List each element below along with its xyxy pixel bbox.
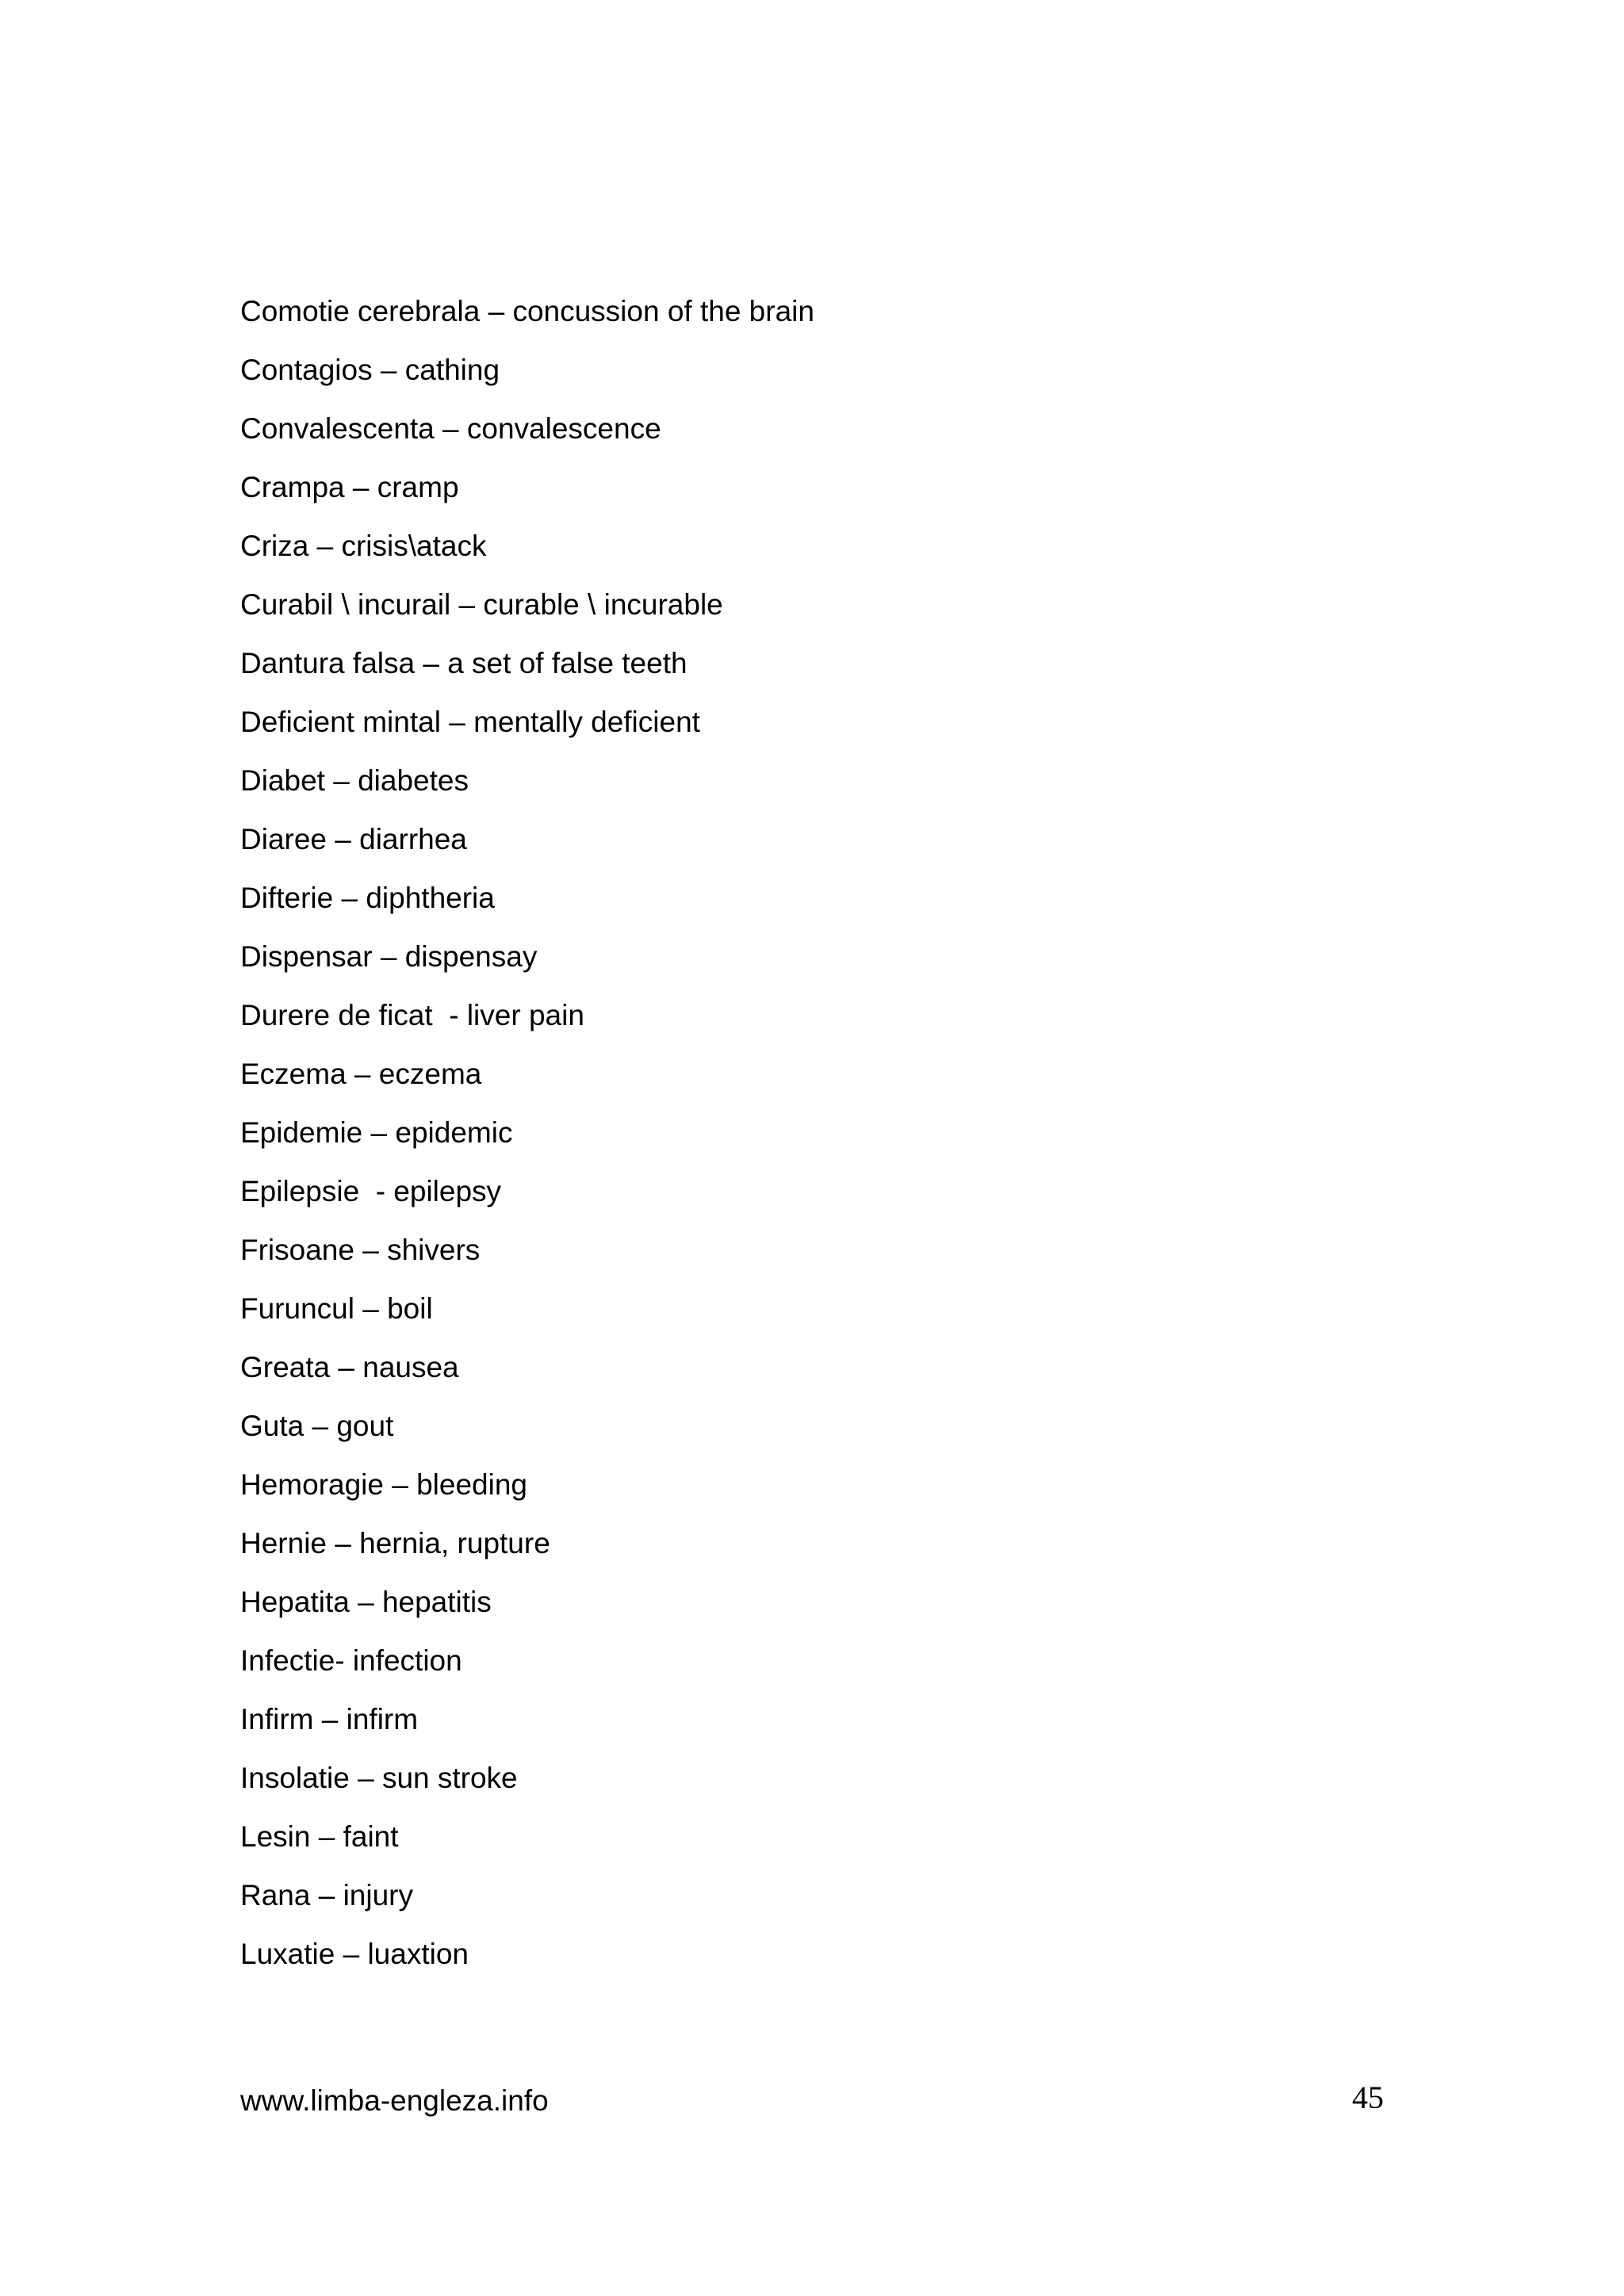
vocabulary-entry: Convalescenta – convalescence — [240, 412, 661, 445]
vocabulary-entry: Rana – injury — [240, 1879, 414, 1911]
vocabulary-entry: Epidemie – epidemic — [240, 1116, 513, 1149]
vocabulary-entry: Crampa – cramp — [240, 471, 459, 503]
vocabulary-entry: Eczema – eczema — [240, 1058, 482, 1090]
vocabulary-entry: Infectie- infection — [240, 1644, 462, 1677]
vocabulary-entry: Dispensar – dispensay — [240, 940, 538, 973]
page-number: 45 — [1352, 2080, 1384, 2115]
vocabulary-entry: Comotie cerebrala – concussion of the brain — [240, 295, 814, 327]
vocabulary-list — [240, 289, 1430, 1991]
vocabulary-entry: Hepatita – hepatitis — [240, 1586, 492, 1618]
vocabulary-entry: Contagios – cathing — [240, 354, 500, 386]
vocabulary-entry: Deficient mintal – mentally deficient — [240, 706, 700, 738]
vocabulary-entry: Diaree – diarrhea — [240, 823, 467, 855]
vocabulary-entry: Difterie – diphtheria — [240, 882, 495, 914]
vocabulary-entry: Lesin – faint — [240, 1820, 399, 1853]
vocabulary-entry: Guta – gout — [240, 1410, 394, 1442]
vocabulary-entry: Luxatie – luaxtion — [240, 1938, 469, 1970]
vocabulary-entry: Frisoane – shivers — [240, 1234, 481, 1266]
vocabulary-entry: Greata – nausea — [240, 1351, 459, 1383]
vocabulary-entry: Hemoragie – bleeding — [240, 1468, 528, 1501]
vocabulary-entry: Insolatie – sun stroke — [240, 1762, 518, 1794]
vocabulary-entry: Infirm – infirm — [240, 1703, 419, 1735]
vocabulary-entry: Durere de ficat - liver pain — [240, 999, 584, 1031]
vocabulary-entry: Furuncul – boil — [240, 1292, 433, 1325]
vocabulary-entry: Curabil \ incurail – curable \ incurable — [240, 588, 723, 621]
vocabulary-entry: Epilepsie - epilepsy — [240, 1175, 502, 1207]
vocabulary-entry: Criza – crisis\atack — [240, 530, 487, 562]
vocabulary-entry: Dantura falsa – a set of false teeth — [240, 647, 688, 679]
vocabulary-entry: Hernie – hernia, rupture — [240, 1527, 550, 1559]
footer-website: www.limba-engleza.info — [240, 2084, 549, 2117]
vocabulary-entry: Diabet – diabetes — [240, 764, 469, 797]
